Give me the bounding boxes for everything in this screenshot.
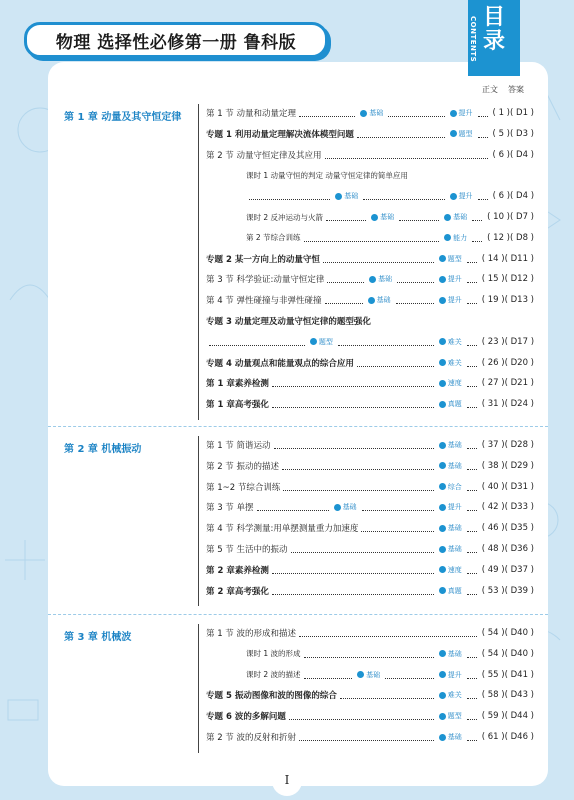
leader-dots [467,691,477,699]
leader-dots [357,130,445,138]
tag-icon [439,546,446,553]
entry-page: ( 48 ) [481,544,505,554]
entry-page: ( 14 ) [481,253,505,264]
entry-label: 专题 6 波的多解问题 [206,712,286,723]
entry-tag [439,502,462,512]
toc-entry[interactable] [206,584,534,598]
entry-tag [335,191,358,201]
entry-page: ( 5 ) [492,128,510,139]
entry-label: 专题 4 动量观点和能量观点的综合应用 [206,358,354,369]
tag-icon [439,462,446,469]
leader-dots [467,296,477,304]
entry-answer-page: ( D43 ) [504,690,534,701]
toc-entry[interactable] [206,189,534,203]
leader-dots [249,192,330,200]
leader-dots [467,503,477,511]
leader-dots [472,234,482,242]
entry-answer-page: ( D7 ) [510,212,534,222]
entry-label: 第 2 节 动量守恒定律及其应用 [206,150,322,161]
entry-label: 第 1 节 简谐运动 [206,441,271,451]
entry-tag [310,337,333,347]
toc-entry[interactable] [206,231,534,245]
tag-text: 基础 [376,296,391,305]
tag-text: 题型 [458,129,473,138]
tag-text: 真题 [447,586,462,595]
leader-dots [467,338,477,346]
leader-dots [363,192,444,200]
tag-text: 基础 [447,441,462,449]
column-labels [472,84,524,95]
tag-icon [439,380,446,387]
entry-answer-page: ( D39 ) [504,585,534,596]
leader-dots [304,234,440,242]
entry-answer-page: ( D24 ) [504,399,534,410]
tag-icon [439,338,446,345]
entry-tag [444,233,467,243]
entry-answer-page: ( D11 ) [504,253,534,264]
leader-dots [325,296,363,304]
entry-answer-page: ( D4 ) [510,191,535,202]
entry-answer-page: ( D13 ) [504,295,534,306]
entry-tag [439,254,462,264]
entry-label: 专题 3 动量定理及动量守恒定律的题型强化 [206,317,371,327]
tag-text: 难关 [447,358,462,367]
entry-label: 第 1 章素养检测 [206,379,269,390]
toc-entry[interactable] [206,356,534,370]
entry-tag [369,274,392,284]
entry-label: 课时 2 反冲运动与火箭 [246,212,324,222]
entry-page: ( 58 ) [481,690,505,701]
tag-text: 速度 [447,379,462,388]
tag-text: 题型 [447,712,462,721]
entry-page: ( 55 ) [481,669,505,680]
leader-dots [467,566,477,574]
entry-page: ( 54 ) [481,628,505,638]
entry-answer-page: ( D8 ) [510,232,534,243]
leader-dots [467,650,477,658]
entry-label: 第 2 节 波的反射和折射 [206,733,297,743]
toc-entry[interactable] [206,106,534,120]
tag-icon [439,442,446,449]
leader-dots [467,545,477,553]
entry-page: ( 42 ) [481,502,505,513]
leader-dots [385,671,434,679]
entry-answer-page: ( D12 ) [504,274,534,285]
leader-dots [467,462,477,470]
tag-icon [444,214,451,221]
toc-entry[interactable] [206,730,534,744]
entry-answer-page: ( D46 ) [504,732,534,742]
tag-icon [310,338,317,345]
toc-entry[interactable] [206,563,534,577]
chapter-separator [48,614,548,615]
tag-icon [439,359,446,366]
entry-answer-page: ( D17 ) [504,336,535,347]
entry-label: 专题 2 某一方向上的动量守恒 [206,254,320,265]
entry-tag [439,440,462,450]
toc-entry[interactable] [206,480,534,494]
toc-entry[interactable] [206,668,534,682]
entry-answer-page: ( D35 ) [504,523,534,534]
entry-page: ( 19 ) [481,295,505,306]
entry-page: ( 54 ) [481,648,505,659]
entry-answer-page: ( D37 ) [504,564,534,575]
entry-answer-page: ( D20 ) [504,357,534,368]
leader-dots [396,296,434,304]
entry-answer-page: ( D4 ) [510,149,534,160]
entry-label: 专题 1 利用动量定理解决流体模型问题 [206,129,354,140]
tag-text: 基础 [369,109,384,117]
chapter-title[interactable]: 第 2 章 机械振动 [64,444,142,455]
entry-tag [450,129,473,139]
entry-page: ( 6 ) [492,149,510,160]
contents-label: CONTENTS [469,16,477,63]
leader-dots [467,255,477,263]
toc-entry[interactable] [206,314,534,328]
tag-icon [439,525,446,532]
entry-label: 课时 1 波的形成 [246,649,301,659]
toc-entry[interactable] [206,127,534,141]
leader-dots [325,151,488,159]
leader-dots [299,109,355,117]
toc-entry[interactable] [206,272,534,286]
chapter-separator [48,426,548,427]
tag-icon [360,110,367,117]
tag-text: 基础 [447,733,462,741]
leader-dots [467,379,477,387]
entry-label: 第 2 节 振动的描述 [206,461,280,472]
leader-dots [467,441,477,449]
entry-page: ( 26 ) [481,357,505,368]
entry-answer-page: ( D44 ) [504,711,534,722]
entry-tag [334,502,357,512]
leader-dots [467,712,477,720]
tag-icon [335,193,342,200]
tag-text: 综合 [447,482,462,491]
toc-entry[interactable] [206,521,534,535]
toc-entry[interactable] [206,542,534,556]
entry-tag [360,108,383,118]
tag-icon [439,255,446,262]
leader-dots [467,400,477,408]
entry-tag [439,274,462,284]
chapter-title[interactable]: 第 3 章 机械波 [64,632,132,643]
entry-tag [439,544,462,554]
entry-answer-page: ( D41 ) [504,669,534,680]
text-column-label: 正文 [482,85,498,94]
entry-label: 第 1 章高考强化 [206,400,269,411]
tag-icon [439,734,446,741]
tag-icon [439,587,446,594]
toc-panel [48,62,548,786]
entry-label: 第 1~2 节综合训练 [206,482,281,493]
leader-dots [478,109,488,117]
toc-entry[interactable] [206,688,534,702]
tag-icon [439,401,446,408]
entry-tag [439,295,462,305]
leader-dots [478,130,488,138]
entry-label: 课时 2 波的描述 [246,670,301,680]
entry-label: 第 3 节 单摆 [206,503,254,514]
leader-dots [326,213,366,221]
entry-label: 第 4 节 弹性碰撞与非弹性碰撞 [206,296,322,307]
entry-tag [371,212,394,222]
entry-page: ( 49 ) [481,564,505,575]
toc-entry[interactable] [206,438,534,452]
leader-dots [467,671,477,679]
tag-icon [439,713,446,720]
tag-text: 基础 [378,275,393,284]
leader-dots [357,359,434,367]
toc-entry[interactable] [206,500,534,514]
entry-page: ( 53 ) [481,585,505,596]
entry-page: ( 59 ) [481,711,505,722]
chapter-divider-line [198,624,199,753]
leader-dots [397,275,434,283]
leader-dots [362,503,434,511]
tag-text: 提升 [447,670,462,679]
mulu-label: 目录 [482,5,505,54]
entry-label: 第 2 章素养检测 [206,565,269,576]
leader-dots [209,338,305,346]
tag-text: 基础 [344,192,359,201]
entry-answer-page: ( D36 ) [504,544,534,554]
toc-entry[interactable] [206,335,534,349]
entry-tag [450,108,473,118]
entry-tag [439,482,462,492]
answer-column-label: 答案 [508,85,524,94]
tag-icon [450,193,457,200]
leader-dots [299,733,434,741]
leader-dots [299,629,477,637]
leader-dots [327,275,364,283]
entry-answer-page: ( D29 ) [504,460,534,471]
tag-icon [371,214,378,221]
tag-text: 能力 [453,233,468,242]
toc-entry[interactable] [206,709,534,723]
entry-tag [439,711,462,721]
entry-label: 专题 5 振动图像和波的图像的综合 [206,691,337,702]
tag-text: 难关 [447,337,462,346]
entry-label: 第 1 节 动量和动量定理 [206,109,297,119]
leader-dots [291,545,434,553]
tag-text: 难关 [447,691,462,700]
tag-icon [444,234,451,241]
chapter-divider-line [198,436,199,606]
entry-tag [439,358,462,368]
leader-dots [467,524,477,532]
entry-answer-page: ( D40 ) [504,648,534,659]
leader-dots [272,587,434,595]
leader-dots [361,524,433,532]
entry-tag [444,212,467,222]
leader-dots [467,733,477,741]
leader-dots [272,400,434,408]
entry-answer-page: ( D40 ) [504,628,534,638]
leader-dots [272,379,434,387]
entry-tag [439,337,462,347]
tag-icon [439,483,446,490]
entry-answer-page: ( D28 ) [504,440,534,450]
entry-answer-page: ( D3 ) [510,128,534,139]
entry-label: 第 4 节 科学测量:用单摆测量重力加速度 [206,524,359,535]
entry-page: ( 10 ) [487,212,510,222]
toc-entry[interactable] [206,148,534,162]
entry-answer-page: ( D33 ) [504,502,534,513]
page-number: I [272,766,302,796]
entry-page: ( 23 ) [481,336,505,347]
entry-page: ( 27 ) [481,378,505,389]
tag-icon [450,110,457,117]
toc-entry[interactable] [206,647,534,661]
leader-dots [388,109,444,117]
entry-tag [368,295,391,305]
chapter-title[interactable]: 第 1 章 动量及其守恒定律 [64,112,182,123]
toc-entry[interactable] [206,626,534,640]
leader-dots [304,650,434,658]
leader-dots [272,566,434,574]
tag-icon [439,692,446,699]
entry-label: 课时 1 动量守恒的判定 动量守恒定律的简单应用 [246,170,408,180]
leader-dots [478,192,488,200]
entry-label: 第 5 节 生活中的振动 [206,545,288,555]
entry-page: ( 15 ) [481,274,505,285]
book-title: 物理 选择性必修第一册 鲁科版 [24,22,328,58]
toc-entry[interactable] [206,459,534,473]
entry-label: 第 2 章高考强化 [206,586,269,597]
entry-tag [439,732,462,742]
tag-icon [439,297,446,304]
toc-entry[interactable] [206,397,534,411]
tag-icon [357,671,364,678]
leader-dots [289,712,434,720]
leader-dots [338,338,434,346]
entry-page: ( 38 ) [481,460,505,471]
entry-page: ( 12 ) [487,232,510,243]
entry-tag [357,670,380,680]
entry-tag [439,670,462,680]
leader-dots [283,483,433,491]
leader-dots [467,275,477,283]
tag-text: 速度 [447,565,462,574]
entry-tag [439,399,462,409]
entry-page: ( 46 ) [481,523,505,534]
tag-text: 提升 [458,109,473,117]
leader-dots [467,359,477,367]
entry-answer-page: ( D31 ) [504,481,534,492]
tag-icon [450,130,457,137]
toc-entry[interactable] [206,168,534,182]
entry-page: ( 6 ) [492,191,511,202]
tag-icon [439,650,446,657]
tag-icon [369,276,376,283]
entry-page: ( 37 ) [481,440,505,450]
entry-tag [439,378,462,388]
tag-text: 基础 [447,649,462,658]
entry-tag [439,690,462,700]
contents-tab [468,0,520,76]
entry-page: ( 31 ) [481,399,505,410]
tag-icon [439,276,446,283]
tag-text: 基础 [447,545,462,553]
tag-icon [439,504,446,511]
entry-tag [439,586,462,596]
leader-dots [399,213,439,221]
tag-text: 基础 [342,503,357,512]
toc-entry[interactable] [206,293,534,307]
tag-text: 基础 [447,461,462,470]
entry-tag [439,565,462,575]
tag-text: 题型 [447,254,462,263]
tag-text: 基础 [366,670,381,679]
toc-entry[interactable] [206,376,534,390]
entry-answer-page: ( D1 ) [510,108,534,118]
entry-tag [439,649,462,659]
entry-page: ( 61 ) [481,732,505,742]
leader-dots [340,691,434,699]
leader-dots [323,255,434,263]
leader-dots [472,213,482,221]
entry-page: ( 40 ) [481,481,505,492]
chapter-divider-line [198,104,199,420]
leader-dots [467,587,477,595]
tag-text: 提升 [447,275,462,284]
leader-dots [274,441,434,449]
tag-text: 基础 [380,213,395,221]
tag-text: 提升 [447,503,462,512]
tag-icon [439,566,446,573]
tag-icon [368,297,375,304]
leader-dots [282,462,434,470]
tag-text: 真题 [447,400,462,409]
leader-dots [467,483,477,491]
leader-dots [304,671,353,679]
entry-tag [439,523,462,533]
entry-answer-page: ( D21 ) [504,378,534,389]
entry-label: 第 3 节 科学验证:动量守恒定律 [206,275,325,286]
tag-icon [439,671,446,678]
tag-text: 提升 [447,296,462,305]
leader-dots [257,503,329,511]
toc-entry[interactable] [206,210,534,224]
tag-text: 提升 [458,192,473,201]
tag-text: 基础 [453,213,468,221]
tag-text: 题型 [318,337,333,346]
tag-icon [334,504,341,511]
entry-page: ( 1 ) [492,108,510,118]
entry-tag [439,461,462,471]
toc-entry[interactable] [206,252,534,266]
entry-label: 第 1 节 波的形成和描述 [206,629,297,639]
tag-text: 基础 [447,524,462,533]
entry-tag [450,191,473,201]
entry-label: 第 2 节综合训练 [246,233,301,243]
